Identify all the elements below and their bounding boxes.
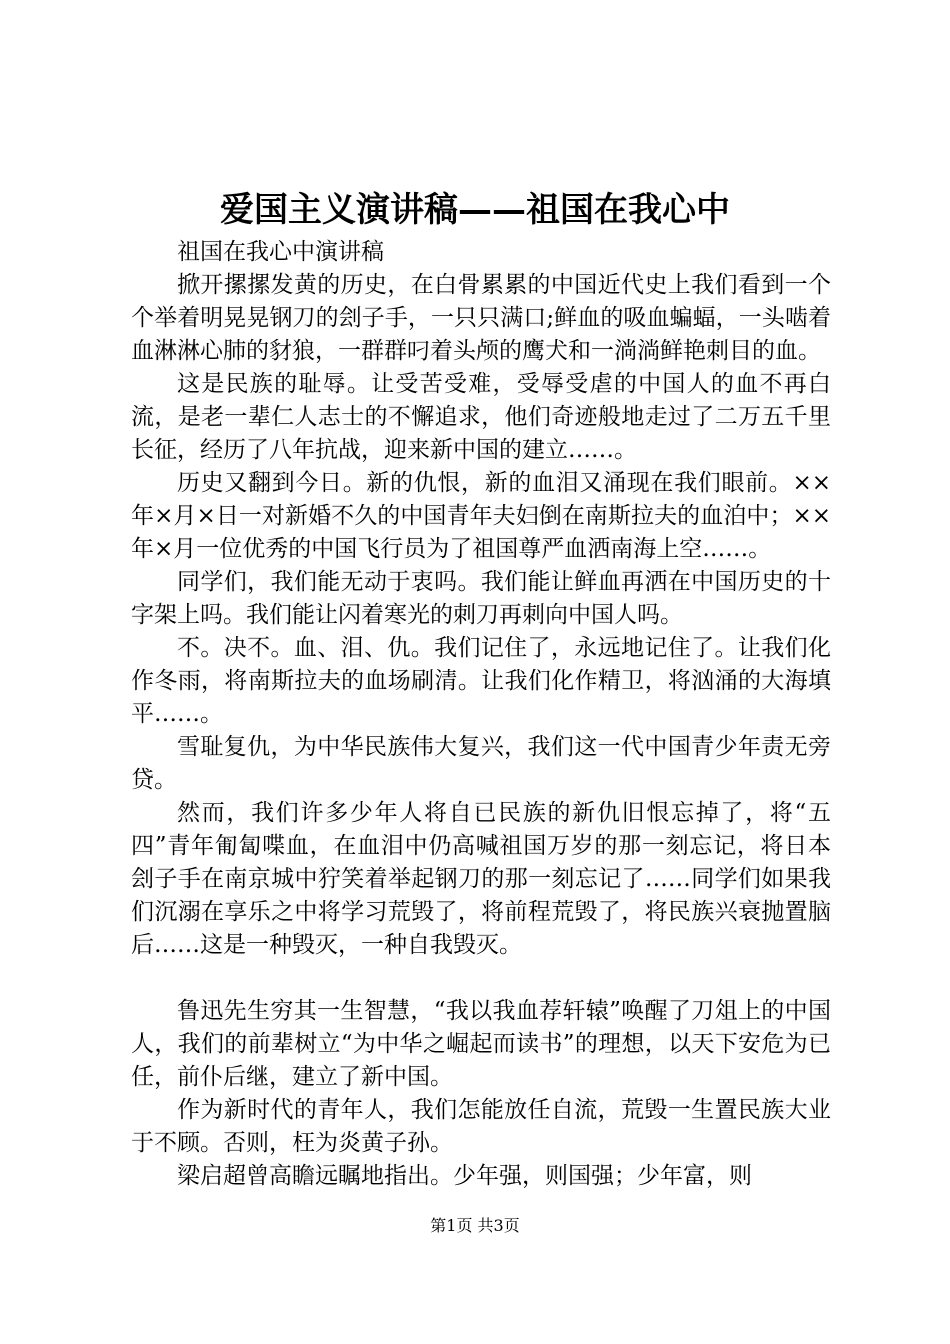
paragraph: 鲁迅先生穷其一生智慧，“我以我血荐轩辕”唤醒了刀俎上的中国人，我们的前辈树立“为中华之崛起而读书”的理想，以天下安危为已任，前仆后继，建立了新中国。 <box>131 998 831 1090</box>
paragraph: 掀开摞摞发黄的历史，在白骨累累的中国近代史上我们看到一个个举着明晃晃钢刀的刽子手，一只只满口;鲜血的吸血蝙蝠，一头啮着血淋淋心肺的豺狼，一群群叼着头颅的鹰犬和一淌淌鲜艳刺目的血。 <box>131 272 831 364</box>
paragraph: 雪耻复仇，为中华民族伟大复兴，我们这一代中国青少年责无旁贷。 <box>131 734 831 793</box>
document-title: 爱国主义演讲稿——祖国在我心中 <box>220 190 730 230</box>
paragraph: 不。决不。血、泪、仇。我们记住了，永远地记住了。让我们化作冬雨，将南斯拉夫的血场刷清。让我们化作精卫，将汹涌的大海填平……。 <box>131 635 831 727</box>
page-number-footer: 第1页 共3页 <box>430 1216 520 1235</box>
paragraph: 作为新时代的青年人，我们怎能放任自流，荒毁一生置民族大业于不顾。否则，枉为炎黄子孙。 <box>131 1097 831 1156</box>
paragraph: 梁启超曾高瞻远瞩地指出。少年强，则国强；少年富，则 <box>177 1163 752 1189</box>
paragraph-subtitle: 祖国在我心中演讲稿 <box>177 239 384 265</box>
paragraph: 同学们，我们能无动于衷吗。我们能让鲜血再洒在中国历史的十字架上吗。我们能让闪着寒光的刺刀再刺向中国人吗。 <box>131 569 831 628</box>
document-body <box>131 236 831 1193</box>
paragraph: 这是民族的耻辱。让受苦受难，受辱受虐的中国人的血不再白流，是老一辈仁人志士的不懈追求，他们奇迹般地走过了二万五千里长征，经历了八年抗战，迎来新中国的建立……。 <box>131 371 831 463</box>
paragraph: 历史又翻到今日。新的仇恨，新的血泪又涌现在我们眼前。××年×月×日一对新婚不久的中国青年夫妇倒在南斯拉夫的血泊中；××年×月一位优秀的中国飞行员为了祖国尊严血洒南海上空……。 <box>131 470 831 562</box>
paragraph: 然而，我们许多少年人将自已民族的新仇旧恨忘掉了，将“五四”青年匍匐喋血，在血泪中仍高喊祖国万岁的那一刻忘记，将日本刽子手在南京城中狞笑着举起钢刀的那一刻忘记了……同学们如果我们沉溺在享乐之中将学习荒毁了，将前程荒毁了，将民族兴衰抛置脑后……这是一种毁灭，一种自我毁灭。 <box>131 800 831 958</box>
